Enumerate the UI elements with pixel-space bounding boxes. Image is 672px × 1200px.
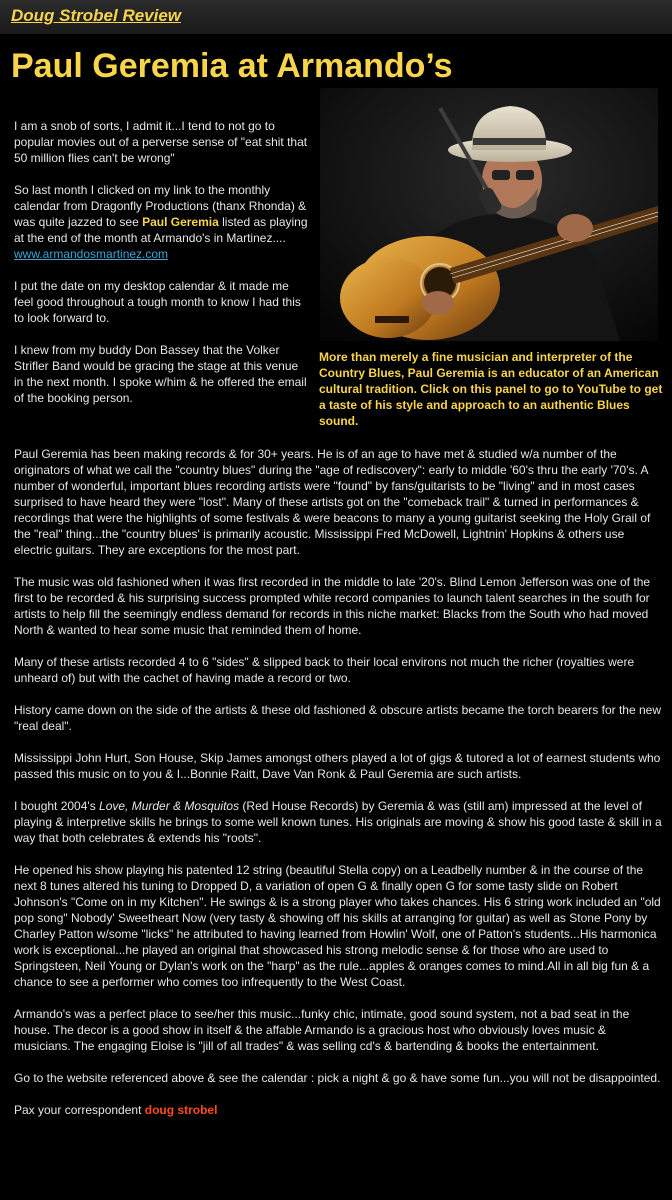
paragraph-5: Paul Geremia has been making records & for 30+ years. He is of an age to have met & studied w/a number of the originators of what we call the "country blues" during the "age of rediscovery": early to middle '60's thru the early '70's. A number of wonderful, important blues recording artists were "found" by fans/guitarists to be "living" and in most cases surprised to have heard they were "lost". Many of these artists got on the "comeback trail" & turned in performances & recordings that were the highlights of some festivals & were beacons to many a young guitarist seeking the Holy Grail of the "real" thing...the "country blues' is primarily acoustic. Mississippi Fred McDowell, Lightnin' Hopkins & others use electric guitars. They are exceptions for the most part. bbox=[14, 447, 651, 557]
album-title: Love, Murder & Mosquitos bbox=[99, 799, 240, 813]
paragraph-10-text-a: I bought 2004's bbox=[14, 799, 100, 813]
paragraph-8: History came down on the side of the artists & these old fashioned & obscure artists became the torch bearers for the new "real deal". bbox=[14, 703, 662, 733]
paragraph-6: The music was old fashioned when it was first recorded in the middle to late '20's. Blind Lemon Jefferson was one of the first to be recorded & his surprising success prompted white record companies to launch talent searches in the south for artists to help fill the seemingly endless demand for records in this niche market: Blacks from the South who had moved North & wanted to hear some music that reminded them of home. bbox=[14, 575, 651, 637]
signature bbox=[14, 1102, 664, 1118]
paragraph-9: Mississippi John Hurt, Son House, Skip James amongst others played a lot of gigs & tutored a lot of earnest students who passed this music on to you & I...Bonnie Raitt, Dave Van Ronk & Paul Geremia are such artists. bbox=[14, 751, 661, 781]
paragraph-4: I knew from my buddy Don Bassey that the Volker Strifler Band would be gracing the stage at this venue in the next month. I spoke w/him & he offered the email of the booking person. bbox=[14, 343, 307, 405]
page-title: Paul Geremia at Armando’s bbox=[11, 47, 453, 85]
artist-name-highlight: Paul Geremia bbox=[142, 215, 219, 229]
paragraph-11: He opened his show playing his patented 12 string (beautiful Stella copy) on a Leadbelly number & in the course of the next 8 tunes altered his tuning to Dropped D, a variation of open G & finally open G for some tasty slide on Robert Johnson's "Come on in my Kitchen". He swings & is a strong player who takes chances. His 6 string work included an "old pop song" Nobody' Sweetheart Now (very tasty & showing off his skills at arranging for guitar) as well as Stone Pony by Charley Patton w/some "licks" he attributed to having learned from Howlin' Wolf, one of Patton's students...His harmonica work is exceptional...he played an original that showcased his strong melodic sense & for those who are used to Springsteen, Neil Young or Dylan's work on the "harp" as the rule...apples & oranges comes to mind.All in all big fun & a chance to see a performer who comes too infrequently to the West Coast. bbox=[14, 863, 661, 989]
paragraph-2-text-b: listed as playing at the end of the month at Armando's in Martinez.... bbox=[14, 215, 308, 245]
author-name: doug strobel bbox=[144, 1103, 218, 1117]
article-body bbox=[14, 446, 664, 1134]
venue-website-link[interactable]: www.armandosmartinez.com bbox=[14, 247, 169, 261]
header-label: Doug Strobel Review bbox=[11, 6, 182, 25]
performer-photo[interactable] bbox=[320, 88, 658, 341]
paragraph-1: I am a snob of sorts, I admit it...I tend to not go to popular movies out of a perverse sense of "eat shit that 50 million flies can't be wrong" bbox=[14, 119, 308, 165]
paragraph-3: I put the date on my desktop calendar & it made me feel good throughout a tough month to know I had this to look forward to. bbox=[14, 279, 301, 325]
paragraph-12: Armando's was a perfect place to see/her this music...funky chic, intimate, good sound system, not a bad seat in the house. The decor is a good show in itself & the affable Armando is a gracious host who obviously loves music & musicians. The engaging Eloise is "jill of all trades" & was selling cd's & bartending & books the entertainment. bbox=[14, 1007, 630, 1053]
paragraph-10-text-b: (Red House Records) by Geremia & was (still am) impressed at the level of playing & interpretive skills he brings to some well known tunes. His originals are moving & show his good taste & skill in a way that both celebrates & extends his "roots". bbox=[14, 799, 662, 845]
signature-text: Pax your correspondent bbox=[14, 1103, 145, 1117]
photo-caption[interactable]: More than merely a fine musician and interpreter of the Country Blues, Paul Geremia is an educator of an American cultural tradition. Click on this panel to go to YouTube to get a taste of his style and approach to an authentic Blues sound. bbox=[319, 350, 663, 428]
paragraph-10 bbox=[14, 798, 664, 846]
intro-column bbox=[14, 118, 310, 422]
paragraph-13: Go to the website referenced above & see the calendar : pick a night & go & have some fun...you will not be disappointed. bbox=[14, 1071, 661, 1085]
header-bar bbox=[0, 0, 672, 34]
paragraph-7: Many of these artists recorded 4 to 6 "sides" & slipped back to their local environs not much the richer (royalties were unheard of) but with the cachet of having made a record or two. bbox=[14, 655, 635, 685]
paragraph-2 bbox=[14, 182, 310, 262]
paragraph-2-text-a: So last month I clicked on my link to the monthly calendar from Dragonfly Productions (thanx Rhonda) & was quite jazzed to see bbox=[14, 183, 307, 229]
